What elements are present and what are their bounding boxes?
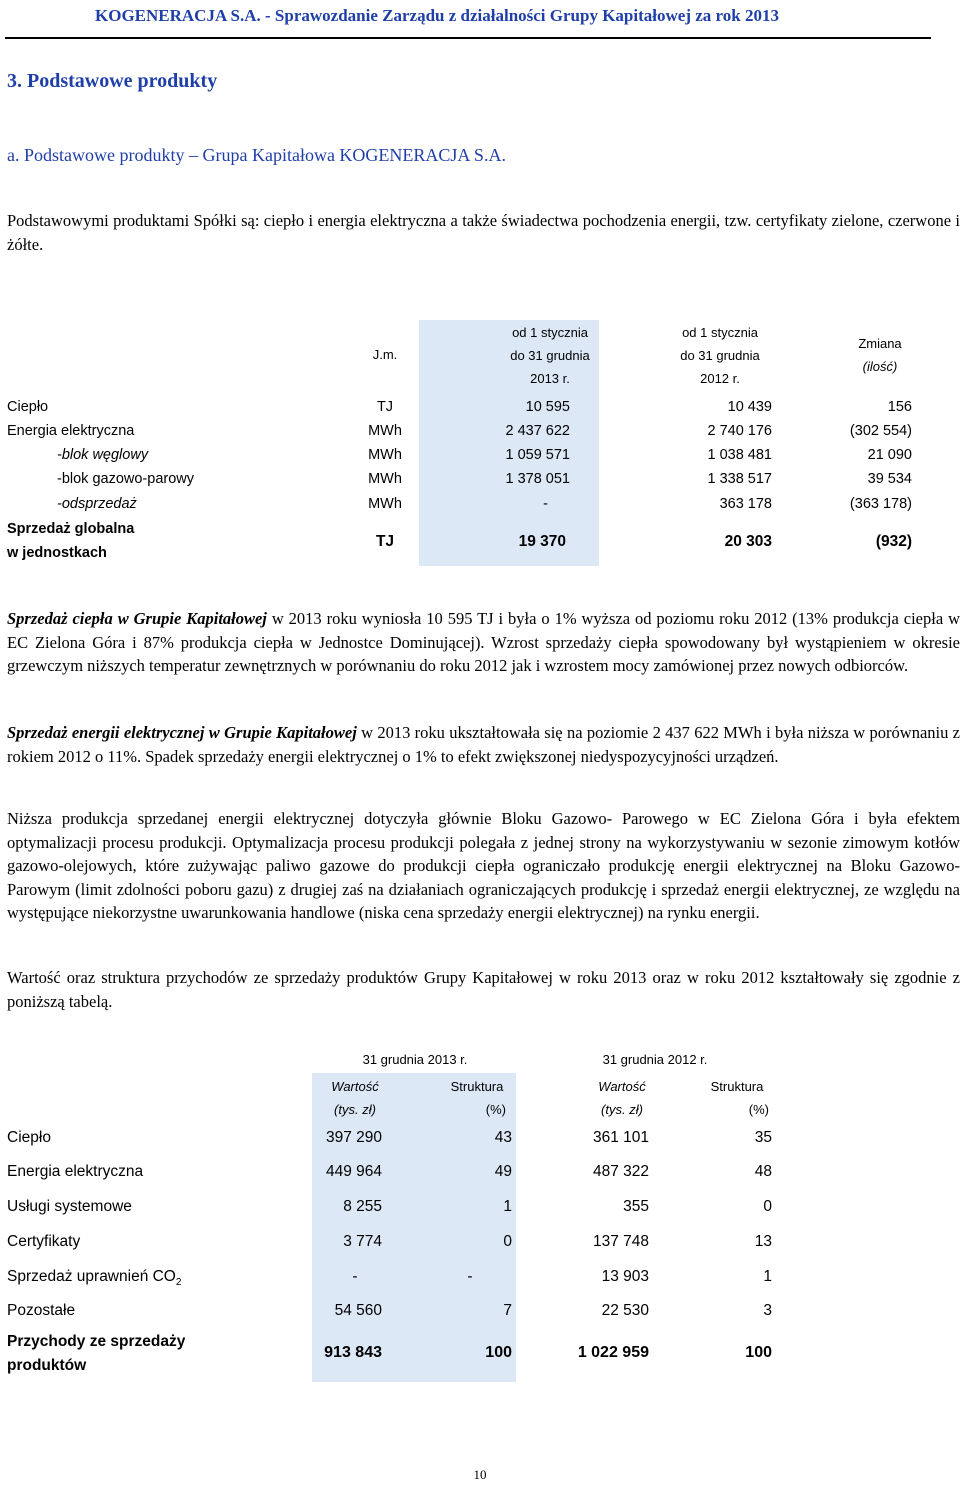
paragraph-text: w 2013 roku ukształtowała się na poziomie 2 437 622 MWh i była niższa w porównaniu z rokiem 2012 o 11%. Spadek sprzedaży energii elektrycznej o 1% to efekt zwiększonej niedyspozycyjności urządzeń. [7, 723, 960, 766]
header-2012-line3: 2012 r. [700, 371, 740, 386]
row-value-2013: 2 437 622 [505, 423, 570, 439]
row-label-text: Sprzedaż uprawnień CO [7, 1268, 176, 1285]
total-value-2013: 19 370 [518, 533, 566, 550]
row-unit: MWh [368, 423, 402, 439]
row-value-2012: 355 [623, 1198, 649, 1215]
total-value-2013: 913 843 [324, 1344, 382, 1361]
row-value-2013: 8 255 [343, 1198, 382, 1215]
row-structure-2012: 0 [763, 1198, 772, 1215]
row-structure-2013: - [467, 1268, 473, 1285]
total-structure-2012: 100 [745, 1344, 772, 1361]
row-label-subscript: 2 [175, 1277, 182, 1289]
paragraph-lead: Sprzedaż ciepła w Grupie Kapitałowej [7, 609, 267, 628]
row-structure-2012: 13 [754, 1233, 772, 1250]
row-value-2012: 363 178 [719, 496, 772, 512]
row-label [7, 1268, 181, 1288]
header-period-2012: 31 grudnia 2012 r. [602, 1052, 708, 1067]
row-label: Certyfikaty [7, 1233, 81, 1250]
header-change-line1: Zmiana [858, 336, 902, 351]
total-unit: TJ [375, 533, 395, 550]
total-label-line2: w jednostkach [7, 545, 107, 561]
intro-paragraph: Podstawowymi produktami Spółki są: ciepło i energia elektryczna a także świadectwa pochodzenia energii, tzw. certyfikaty zielone, czerwone i żółte. [7, 211, 960, 254]
row-value-2013: 10 595 [525, 399, 570, 415]
row-label: Energia elektryczna [7, 423, 135, 439]
row-label: -blok gazowo-parowy [57, 471, 195, 487]
row-label: Energia elektryczna [7, 1163, 144, 1180]
header-period-2013: 31 grudnia 2013 r. [362, 1052, 468, 1067]
row-structure-2013: 49 [494, 1163, 512, 1180]
row-structure-2013: 1 [503, 1198, 512, 1215]
row-change: 156 [887, 399, 912, 415]
row-value-2013: 449 964 [325, 1163, 382, 1180]
row-value-2013: 1 059 571 [505, 447, 570, 463]
row-value-2012: 10 439 [727, 399, 772, 415]
paragraph-lead: Sprzedaż energii elektrycznej w Grupie Kapitałowej [7, 723, 357, 742]
header-structure-2013: Struktura [450, 1079, 504, 1094]
row-structure-2012: 3 [763, 1302, 772, 1319]
header-2013-line3: 2013 r. [530, 371, 570, 386]
row-value-2012: 1 338 517 [707, 471, 772, 487]
header-value-2012: Wartość [598, 1079, 646, 1094]
row-label: Usługi systemowe [7, 1198, 132, 1215]
header-unit: J.m. [372, 347, 398, 362]
subsection-title: a. Podstawowe produkty – Grupa Kapitałowa KOGENERACJA S.A. [7, 145, 506, 165]
paragraph-text: w 2013 roku wyniosła 10 595 TJ i była o 1% wyższa od poziomu roku 2012 (13% produkcja ciepła w EC Zielona Góra i 87% produkcja ciepła w Jednostce Dominującej). Wzrost sprzedaży ciepła spowodowany był wystąpieniem w okresie grzewczym niższych temperatur zewnętrznych w porównaniu do roku 2012 jak i wzrostem mocy zamówionej przez nowych odbiorców. [7, 609, 960, 675]
section-title: 3. Podstawowe produkty [7, 70, 218, 92]
paragraph-production-optimization: Niższa produkcja sprzedanej energii elektrycznej dotyczyła głównie Bloku Gazowo- Parowego w EC Zielona Góra i była efektem optymalizacji procesu produkcji. Optymalizacja procesu produkcji polegała z jednej strony na wykorzystywaniu w sezonie zimowym kotłów gazowo-olejowych, które zużywając paliwo gazowe do produkcji ciepła ograniczało produkcję energii elektrycznej na Bloku Gazowo-Parowym (limit zdolności poboru gazu) z drugiej zaś na działaniach ograniczających produkcję i sprzedaż energii elektrycznej, ze względu na występujące niekorzystne uwarunkowania handlowe (niska cena sprzedaży energii elektrycznej) na rynku energii. [7, 809, 960, 922]
header-value-unit-2012: (tys. zł) [601, 1102, 643, 1117]
row-change: (302 554) [849, 423, 912, 439]
table-highlight-2013 [312, 1073, 516, 1382]
row-change: 21 090 [867, 447, 912, 463]
row-structure-2013: 0 [503, 1233, 512, 1250]
row-value-2012: 13 903 [601, 1268, 649, 1285]
page-number: 10 [473, 1467, 487, 1482]
header-change-line2: (ilość) [862, 359, 898, 374]
header-2012-line2: do 31 grudnia [680, 348, 760, 363]
row-unit: MWh [368, 471, 402, 487]
row-change: 39 534 [867, 471, 912, 487]
row-label: -odsprzedaż [57, 496, 137, 512]
header-2013-line2: do 31 grudnia [510, 348, 590, 363]
total-change: (932) [875, 533, 912, 550]
row-change: (363 178) [849, 496, 912, 512]
row-value-2012: 1 038 481 [707, 447, 772, 463]
row-value-2013: 397 290 [325, 1129, 382, 1146]
row-label: Ciepło [7, 1129, 51, 1146]
document-header: KOGENERACJA S.A. - Sprawozdanie Zarządu z działalności Grupy Kapitałowej za rok 2013 [95, 6, 779, 25]
total-value-2012: 20 303 [724, 533, 772, 550]
row-value-2012: 22 530 [601, 1302, 649, 1319]
row-unit: MWh [368, 447, 402, 463]
total-structure-2013: 100 [485, 1344, 512, 1361]
header-structure-2012: Struktura [710, 1079, 764, 1094]
header-structure-unit-2012: (%) [748, 1102, 769, 1117]
header-value-2013: Wartość [331, 1079, 379, 1094]
row-label: -blok węglowy [57, 447, 149, 463]
row-value-2013: - [543, 496, 548, 512]
header-2012-line1: od 1 stycznia [682, 325, 758, 340]
row-structure-2013: 7 [503, 1302, 512, 1319]
row-value-2013: 54 560 [334, 1302, 382, 1319]
row-value-2013: 1 378 051 [505, 471, 570, 487]
row-structure-2012: 48 [754, 1163, 772, 1180]
row-value-2012: 2 740 176 [707, 423, 772, 439]
row-unit: MWh [368, 496, 402, 512]
total-value-2012: 1 022 959 [577, 1344, 649, 1361]
row-value-2012: 487 322 [592, 1163, 649, 1180]
paragraph-heat-sales [7, 607, 960, 678]
row-structure-2012: 1 [763, 1268, 772, 1285]
header-2013-line1: od 1 stycznia [512, 325, 588, 340]
row-label: Ciepło [7, 399, 49, 415]
row-value-2013: - [352, 1268, 358, 1285]
header-value-unit-2013: (tys. zł) [334, 1102, 376, 1117]
row-value-2012: 137 748 [592, 1233, 649, 1250]
paragraph-electricity-sales [7, 721, 960, 768]
row-value-2013: 3 774 [343, 1233, 382, 1250]
row-structure-2012: 35 [754, 1129, 772, 1146]
total-label-line1: Sprzedaż globalna [7, 521, 135, 537]
row-unit: TJ [376, 399, 394, 415]
row-label: Pozostałe [7, 1302, 76, 1319]
total-label-line2: produktów [7, 1357, 87, 1374]
row-value-2012: 361 101 [592, 1129, 649, 1146]
header-structure-unit-2013: (%) [485, 1102, 506, 1117]
header-divider [5, 37, 931, 39]
total-label-line1: Przychody ze sprzedaży [7, 1333, 186, 1350]
row-structure-2013: 43 [494, 1129, 512, 1146]
paragraph-revenue-intro: Wartość oraz struktura przychodów ze sprzedaży produktów Grupy Kapitałowej w roku 2013 oraz w roku 2012 kształtowały się zgodnie z poniższą tabelą. [7, 968, 960, 1011]
